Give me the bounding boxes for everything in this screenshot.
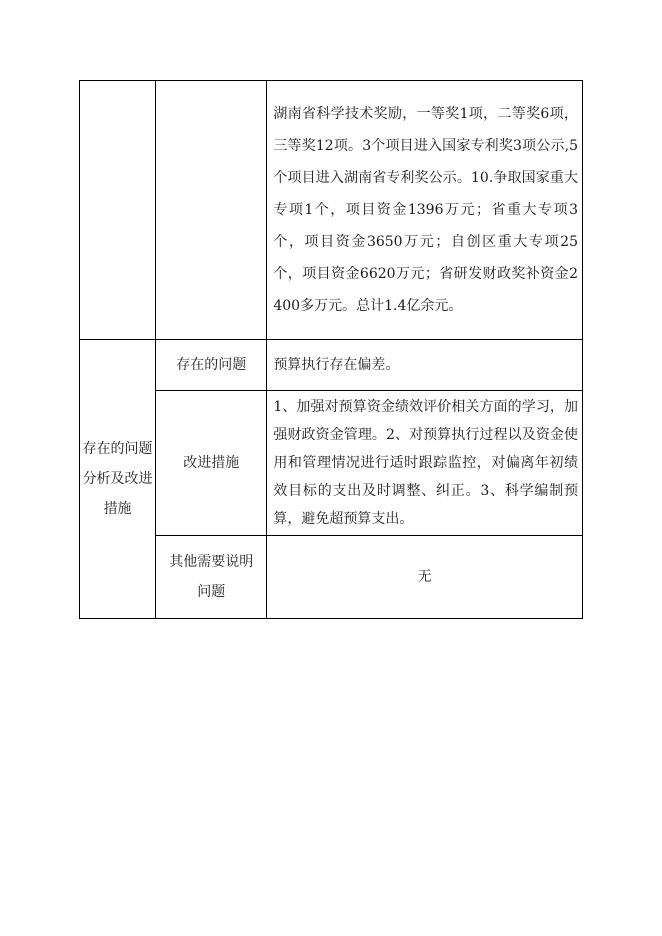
table-row	[80, 81, 583, 340]
table-cell-empty	[80, 81, 156, 340]
other-label: 其他需要说明问题	[169, 554, 254, 600]
problems-label: 存在的问题	[176, 357, 247, 373]
problems-label-cell	[156, 340, 267, 391]
measures-value: 1、加强对预算资金绩效评价相关方面的学习，加强财政资金管理。2、对预算执行过程以及资金使用和管理情况进行适时跟踪监控，对偏离年初绩效目标的支出及时调整、纠正。3、科学编制预算，避免超预算支出。	[273, 399, 578, 527]
table-row	[80, 340, 583, 391]
achievements-cell	[267, 81, 583, 340]
section-label-cell	[80, 340, 156, 619]
measures-label-cell	[156, 391, 267, 536]
table-cell-empty	[156, 81, 267, 340]
table-row	[80, 536, 583, 619]
other-value-cell	[267, 536, 583, 619]
evaluation-table	[79, 80, 583, 619]
problems-value: 预算执行存在偏差。	[273, 357, 400, 373]
table-row	[80, 391, 583, 536]
problems-value-cell	[267, 340, 583, 391]
achievements-text: 湖南省科学技术奖励，一等奖1项，二等奖6项，三等奖12项。3个项目进入国家专利奖3项公示,5个项目进入湖南省专利奖公示。10.争取国家重大专项1个，项目资金1396万元；省重大专项3个，项目资金3650万元；自创区重大专项25个，项目资金6620万元；省研发财政奖补资金2400多万元。总计1.4亿余元。	[273, 106, 578, 314]
other-value: 无	[417, 569, 432, 585]
section-label: 存在的问题分析及改进措施	[82, 441, 153, 517]
other-label-cell	[156, 536, 267, 619]
measures-value-cell	[267, 391, 583, 536]
measures-label: 改进措施	[183, 455, 240, 471]
